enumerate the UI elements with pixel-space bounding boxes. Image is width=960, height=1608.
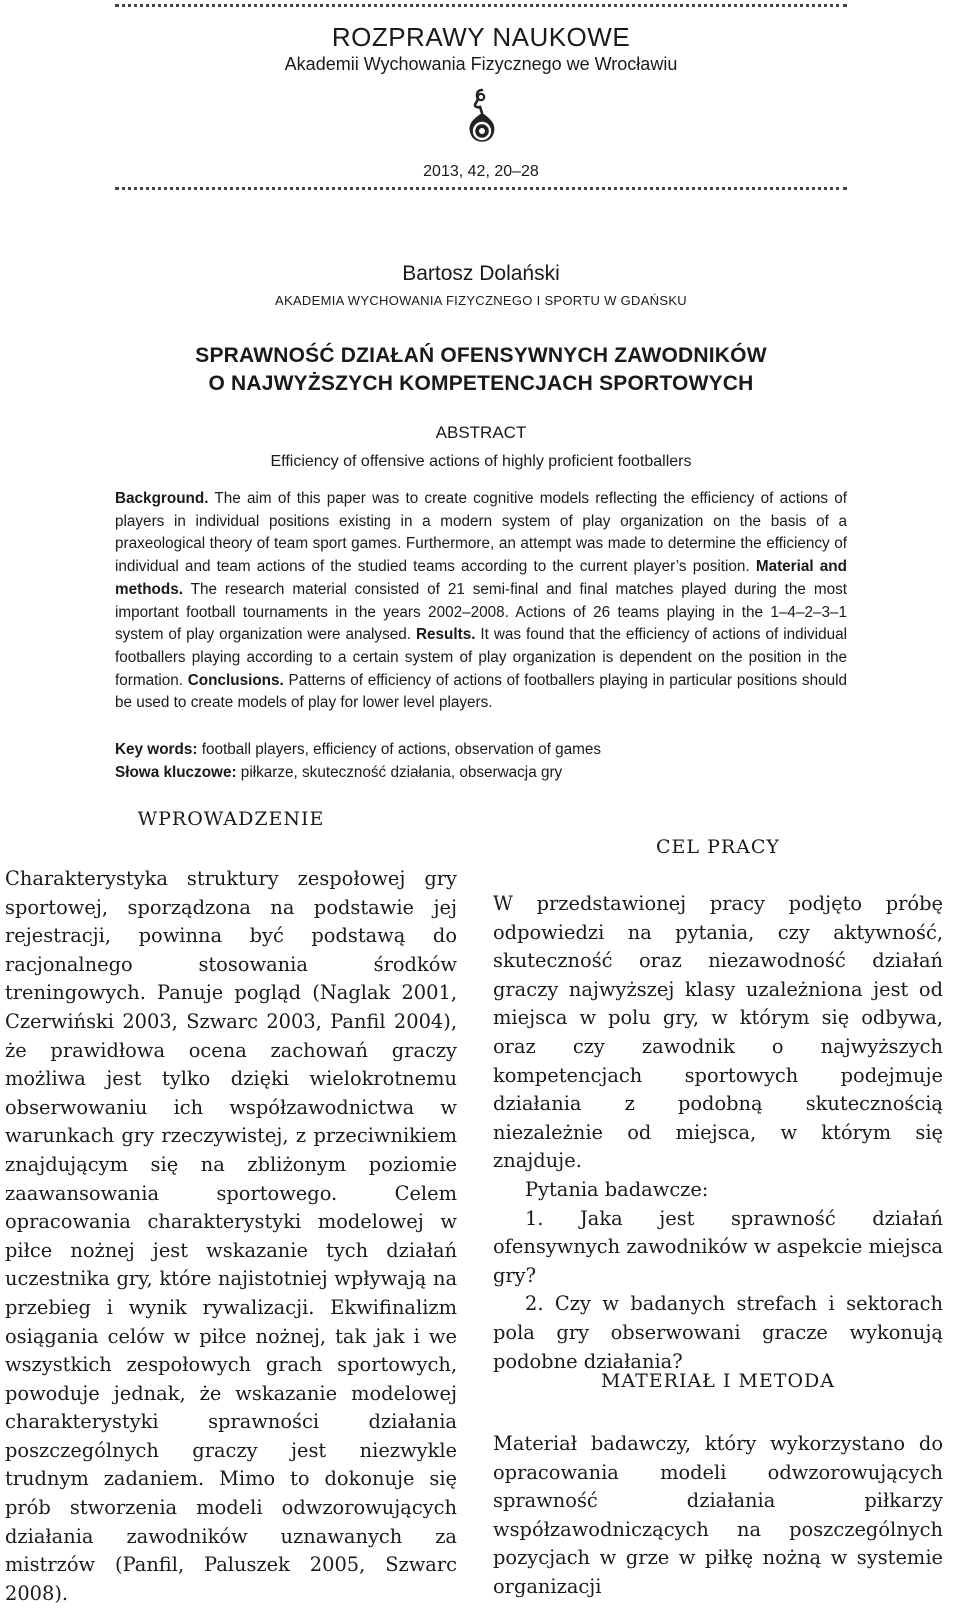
research-questions-label: Pytania badawcze:	[525, 1177, 709, 1201]
conclusions-text: Patterns of efficiency of actions of footballers playing in particular positions should be used to create models of play for lower level players.	[115, 671, 848, 712]
keywords-polish-text: piłkarze, skuteczność działania, obserwacja gry	[236, 764, 563, 781]
keywords	[115, 741, 847, 759]
aim-paragraph: W przedstawionej pracy podjęto próbę odpowiedzi na pytania, czy aktywność, skuteczność oraz niezawodność działań graczy najwyższej klasy uzależniona jest od miejsca w polu gry, w którym się odbywa, oraz czy zawodnik o najwyższych kompetencjach sportowych podejmuje działania z podobną skutecznością niezależnie od miejsca, w którym się znajduje.	[493, 892, 943, 1173]
keywords-label: Key words:	[115, 741, 198, 758]
keywords-polish-label: Słowa kluczowe:	[115, 764, 237, 781]
background-text: The aim of this paper was to create cognitive models reflecting the efficiency of actions of players in individual positions existing in a modern system of play organization on the basis of a praxeological theory of team sport games. Furthermore, an attempt was made to determine the efficiency of individual and team actions of the studied teams according to the current player’s position.	[115, 490, 847, 576]
conclusions-label: Conclusions.	[187, 671, 284, 689]
paper-title-line: O NAJWYŻSZYCH KOMPETENCJACH SPORTOWYCH	[208, 372, 754, 395]
results-label: Results.	[415, 626, 476, 644]
header-dotted-rule	[115, 187, 847, 190]
author-affiliation: AKADEMIA WYCHOWANIA FIZYCZNEGO I SPORTU W GDAŃSKU	[275, 293, 687, 308]
issue-info: 2013, 42, 20–28	[423, 163, 539, 180]
methods-paragraph: Materiał badawczy, który wykorzystano do opracowania modeli odwzorowujących sprawność działania piłkarzy współzawodniczących na poszczególnych pozycjach w grze w piłkę nożną w systemie organizacji	[493, 1432, 943, 1598]
journal-subtitle: Akademii Wychowania Fizycznego we Wrocławiu	[284, 54, 678, 74]
abstract-body	[115, 488, 847, 715]
section-heading-intro: WPROWADZENIE	[137, 808, 325, 830]
journal-title: ROZPRAWY NAUKOWE	[331, 22, 631, 52]
intro-paragraph: Charakterystyka struktury zespołowej gry sportowej, sporządzona na podstawie jej rejestracji, powinna być podstawą do racjonalnego stosowania środków treningowych. Panuje pogląd (Naglak 2001, Czerwiński 2003, Szwarc 2003, Panfil 2004), że prawidłowa ocena zachowań graczy możliwa jest tylko dzięki wielokrotnemu obserwowaniu ich współzawodnictwa w warunkach gry rzeczywistej, z przeciwnikiem znajdującym się na zbliżonym poziomie zaawansowania sportowego. Celem opracowania charakterystyki modelowej w piłce nożnej jest wskazanie tych działań uczestnika gry, które najistotniej wpływają na przebieg i wynik rywalizacji. Ekwifinalizm osiągania celów w piłce nożnej, tak jak i we wszystkich zespołowych grach sportowych, powoduje jednak, że wskazanie modelowej charakterystyki sprawności działania poszczególnych graczy jest niezwykle trudnym zadaniem. Mimo to dokonuje się prób stworzenia modeli odwzorowujących działania zawodników uznawanych za mistrzów (Panfil, Paluszek 2005, Szwarc 2008).	[5, 867, 457, 1605]
results-text: It was found that the efficiency of actions of individual footballers playing according to a certain system of play organization is dependent on the position in the formation.	[115, 626, 847, 689]
section-heading-methods: MATERIAŁ I METODA	[600, 1370, 836, 1392]
abstract-heading: ABSTRACT	[435, 423, 527, 442]
research-question-2: 2. Czy w badanych strefach i sektorach pola gry obserwowani gracze wykonują podobne działania?	[493, 1292, 943, 1373]
author-name: Bartosz Dolański	[402, 262, 560, 285]
research-question-1: 1. Jaka jest sprawność działań ofensywnych zawodników w aspekcie miejsca gry?	[493, 1206, 943, 1287]
keywords-polish	[115, 764, 847, 782]
journal-logo-icon	[461, 88, 503, 148]
paper-title-line: SPRAWNOŚĆ DZIAŁAŃ OFENSYWNYCH ZAWODNIKÓW	[195, 344, 767, 367]
methods-label: Material and methods.	[115, 558, 847, 598]
methods-text: The research material consisted of 21 semi-final and final matches played during the most important football tournaments in the years 2002–2008. Actions of 26 teams playing in the 1–4–2–3–1 system of play organization were analysed.	[115, 580, 847, 644]
abstract-english-title: Efficiency of offensive actions of highly proficient footballers	[270, 453, 692, 470]
aim-section	[493, 890, 943, 1376]
keywords-text: football players, efficiency of actions, observation of games	[197, 741, 602, 758]
section-heading-aim: CEL PRACY	[656, 836, 780, 858]
paper-title	[115, 342, 847, 398]
top-dotted-rule	[115, 4, 847, 7]
background-label: Background.	[115, 490, 209, 507]
